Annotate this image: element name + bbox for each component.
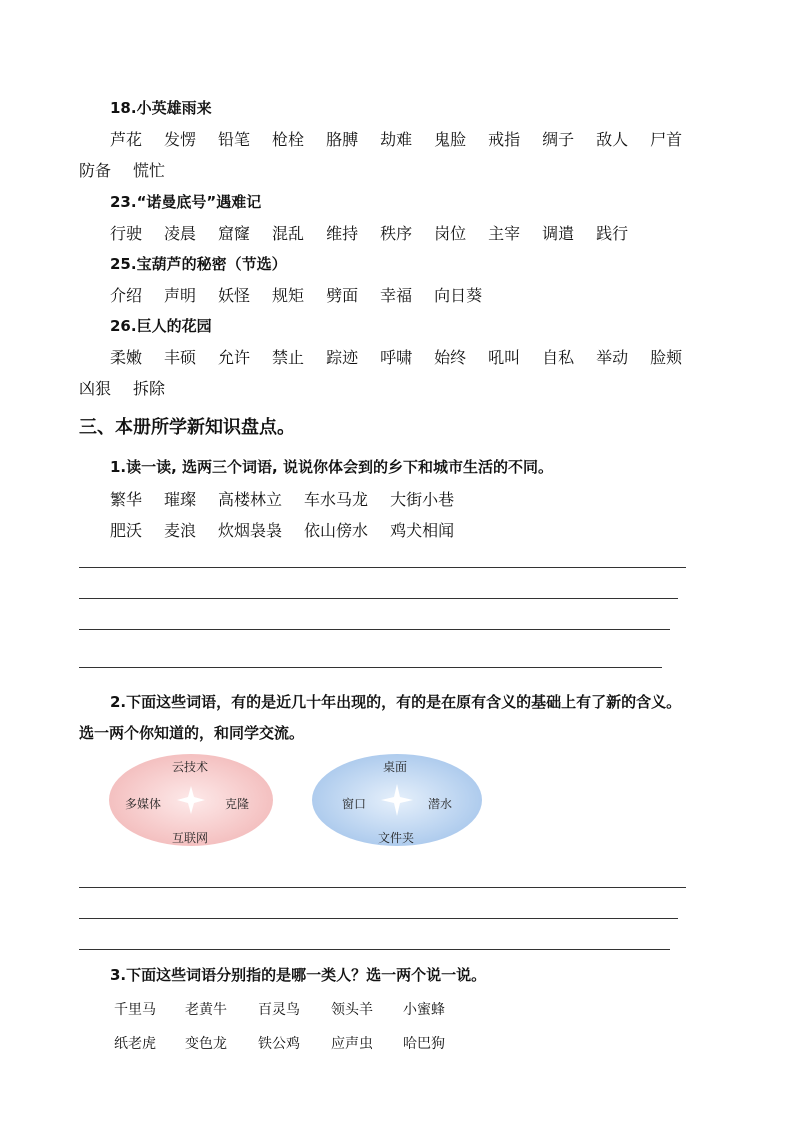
word: 大街小巷 [390,490,455,509]
word: 拆除 [133,379,166,398]
q1-words-row1 [110,487,476,510]
q3-word: 百灵鸟 [258,1002,300,1018]
word: 枪栓 [272,130,305,149]
word: 胳膊 [326,130,359,149]
word: 秩序 [380,224,413,243]
q1-words-row2 [110,518,476,541]
word: 踪迹 [326,348,359,367]
word: 窟窿 [218,224,251,243]
lesson-26-words-line2 [79,376,187,399]
q2-prompt-line1: 2.下面这些词语，有的是近几十年出现的，有的是在原有含义的基础上有了新的含义。 [110,693,682,711]
word: 凶狠 [79,379,112,398]
q3-word: 小蜜蜂 [403,1002,445,1018]
answer-line[interactable] [79,887,686,888]
word: 芦花 [110,130,143,149]
word: 调遣 [542,224,575,243]
q3-prompt: 3.下面这些词语分别指的是哪一类人？选一两个说一说。 [110,966,487,984]
word: 防备 [79,161,112,180]
word: 主宰 [488,224,521,243]
word: 丰硕 [164,348,197,367]
q3-word: 应声虫 [331,1036,373,1052]
word: 肥沃 [110,521,143,540]
q3-word: 千里马 [114,1002,156,1018]
lesson-18-words-line1 [110,127,682,150]
lesson-18-words-line2 [79,158,187,181]
word: 吼叫 [488,348,521,367]
q2-prompt-line2: 选一两个你知道的，和同学交流。 [79,724,305,742]
q3-word: 纸老虎 [114,1036,156,1052]
lesson-25-title: 25.宝葫芦的秘密（节选） [110,255,287,273]
q1-prompt: 1.读一读, 选两三个词语, 说说你体会到的乡下和城市生活的不同。 [110,458,553,476]
pink-left-word: 多媒体 [125,797,162,811]
word: 繁华 [110,490,143,509]
word: 声明 [164,286,197,305]
lesson-23-title: 23.“诺曼底号”遇难记 [110,193,262,211]
q3-word: 领头羊 [331,1002,373,1018]
q3-word: 铁公鸡 [258,1036,300,1052]
word: 始终 [434,348,467,367]
section-title: 三、本册所学新知识盘点。 [79,417,295,438]
word: 行驶 [110,224,143,243]
pink-bottom-word: 互联网 [172,831,209,845]
blue-top-word: 桌面 [383,760,408,774]
pink-right-word: 克隆 [225,797,250,811]
word: 岗位 [434,224,467,243]
blue-bottom-word: 文件夹 [378,831,415,845]
word: 呼啸 [380,348,413,367]
word: 凌晨 [164,224,197,243]
blue-right-word: 潜水 [428,797,453,811]
blue-left-word: 窗口 [342,797,367,811]
word: 璀璨 [164,490,197,509]
word: 维持 [326,224,359,243]
word: 炊烟袅袅 [218,521,283,540]
word: 规矩 [272,286,305,305]
word: 发愣 [164,130,197,149]
word: 妖怪 [218,286,251,305]
word: 劈面 [326,286,359,305]
lesson-26-title: 26.巨人的花园 [110,317,212,335]
word: 铅笔 [218,130,251,149]
q3-word: 哈巴狗 [403,1036,445,1052]
lesson-26-words-line1 [110,345,682,368]
word: 麦浪 [164,521,197,540]
answer-line[interactable] [79,918,678,919]
word: 劫难 [380,130,413,149]
word: 脸颊 [650,348,683,367]
word: 幸福 [380,286,413,305]
q3-word: 变色龙 [185,1036,227,1052]
lesson-25-words [110,283,504,306]
word: 向日葵 [434,286,483,305]
word: 鬼脸 [434,130,467,149]
word: 敌人 [596,130,629,149]
word: 允许 [218,348,251,367]
word: 践行 [596,224,629,243]
word: 慌忙 [133,161,166,180]
word: 依山傍水 [304,521,369,540]
pink-top-word: 云技术 [172,760,209,774]
lesson-18-title: 18.小英雄雨来 [110,99,212,117]
answer-line[interactable] [79,629,670,630]
answer-line[interactable] [79,567,686,568]
word: 混乱 [272,224,305,243]
answer-line[interactable] [79,598,678,599]
word: 尸首 [650,130,683,149]
word: 高楼林立 [218,490,283,509]
word: 介绍 [110,286,143,305]
word: 戒指 [488,130,521,149]
word: 车水马龙 [304,490,369,509]
word: 举动 [596,348,629,367]
word: 绸子 [542,130,575,149]
word: 柔嫩 [110,348,143,367]
word: 鸡犬相闻 [390,521,455,540]
word: 禁止 [272,348,305,367]
answer-line[interactable] [79,949,670,950]
answer-line[interactable] [79,667,662,668]
word: 自私 [542,348,575,367]
lesson-23-words [110,221,650,244]
q3-word: 老黄牛 [185,1002,227,1018]
